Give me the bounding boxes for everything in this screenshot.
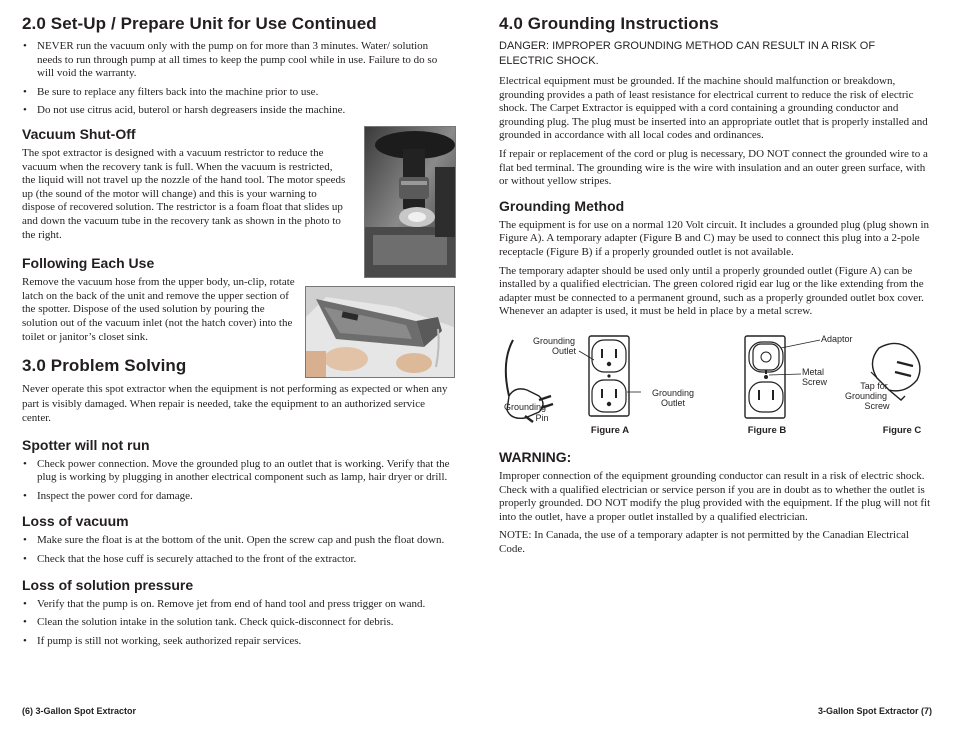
left-footer: (6) 3-Gallon Spot Extractor	[22, 706, 137, 716]
label-tap-1: Tap for	[860, 380, 888, 391]
right-footer: 3-Gallon Spot Extractor (7)	[817, 706, 932, 716]
spotter-not-run-heading: Spotter will not run	[22, 436, 150, 453]
label-metal-screw-2: Screw	[802, 376, 828, 387]
loss-of-vacuum-bullet: • Make sure the float is at the bottom of the unit. Open the screw cap and push the float down.	[22, 534, 452, 548]
loss-of-vacuum-heading: Loss of vacuum	[22, 513, 129, 530]
grounding-method-paragraph-2: The temporary adapter should be used only until a properly grounded outlet (Figure A) can be installed by a qualified electrician. The green colored rigid ear lug or the like extending from the adapter must be connected to a permanent ground, such as a properly grounded outlet box cover. Whenever an adapter is used, it must be held in place by a metal screw.	[499, 264, 924, 318]
grounding-figures	[499, 332, 935, 438]
right-page	[499, 14, 935, 556]
setup-bullet: • NEVER run the vacuum only with the pump on for more than 3 minutes. Water/ solution needs to run through pump at all times to keep the pump cool while in use. Failure to do so will void the warranty.	[22, 40, 452, 81]
label-grounding-outlet-b-2: Outlet	[660, 397, 686, 408]
label-grounding-pin-2: Pin	[535, 412, 549, 423]
loss-of-solution-bullet: • If pump is still not working, seek authorized repair services.	[22, 635, 452, 649]
grounding-paragraph-1: Electrical equipment must be grounded. If the machine should malfunction or breakdown, grounding provides a path of least resistance for electrical current to reduce the risk of electric shock. The Carpet Extractor is equipped with a cord containing a grounding conductor and grounding plug. The plug must be inserted into an appropriate outlet that is properly installed and grounded in accordance with all local codes and ordinances.	[499, 75, 928, 142]
figure-a-caption: Figure A	[590, 424, 630, 436]
figure-b-outlet	[745, 336, 785, 418]
figure-b-caption: Figure B	[747, 424, 787, 436]
label-metal-screw-1: Metal	[802, 366, 825, 377]
label-tap-3: Screw	[864, 400, 890, 411]
following-each-use-text: Remove the vacuum hose from the upper body, un-clip, rotate latch on the back of the unit and remove the upper section of the spotter. Dispose of the used solution by pouring the solution out of the vacuum inlet (not the hatch cover) into the toilet or janitor’s closet sink.	[22, 276, 295, 343]
figure-c-caption: Figure C	[882, 424, 922, 436]
section-2-title: 2.0 Set-Up / Prepare Unit for Use Continued	[22, 14, 377, 33]
loss-of-solution-heading: Loss of solution pressure	[22, 576, 194, 593]
spotter-bullet: • Inspect the power cord for damage.	[22, 490, 452, 504]
loss-of-solution-list	[22, 598, 452, 649]
section-4-title: 4.0 Grounding Instructions	[499, 14, 719, 33]
warning-heading: WARNING:	[499, 448, 572, 465]
pouring-solution-photo	[305, 286, 455, 378]
loss-of-vacuum-list	[22, 534, 452, 566]
loss-of-vacuum-bullet: • Check that the hose cuff is securely attached to the front of the extractor.	[22, 553, 452, 567]
label-grounding-outlet-a-1: Grounding	[532, 335, 576, 346]
vacuum-shutoff-text: The spot extractor is designed with a vacuum restrictor to reduce the vacuum when the recovery tank is full. When the vacuum is restricted, the liquid will not travel up the nozzle of the hand tool. The motor speeds up (the sound of the motor will change) and this is your warning to dispose of recovered solution. The restrictor is a foam float that slides up and down the vacuum tube in the recovery tank as shown in the photo to the right.	[22, 146, 346, 241]
canada-note: NOTE: In Canada, the use of a temporary adapter is not permitted by the Canadian Electrical Code.	[499, 529, 909, 555]
label-grounding-pin-1: Grounding	[503, 401, 547, 412]
following-each-use-heading: Following Each Use	[22, 255, 155, 272]
grounding-method-paragraph-1: The equipment is for use on a normal 120 Volt circuit. It includes a grounded plug (plug shown in Figure A). A temporary adapter (Figure B and C) may be used to connect this plug into a 2-pole receptacle (Figure B) if a properly grounded outlet is not available.	[499, 218, 930, 258]
problem-solving-text: Never operate this spot extractor when the equipment is not performing as expected or when any part is visibly damaged. When repair is needed, take the equipment to an authorized service center.	[22, 383, 448, 425]
setup-bullet-list	[22, 40, 452, 118]
vacuum-restrictor-photo	[364, 126, 456, 278]
setup-bullet: • Be sure to replace any filters back into the machine prior to use.	[22, 86, 452, 100]
grounding-method-heading: Grounding Method	[499, 197, 625, 214]
spotter-bullet: • Check power connection. Move the grounded plug to an outlet that is working. Verify that the plug is working by plugging in another electrical component such as lamp, hair dryer or drill.	[22, 458, 452, 485]
section-3-title: 3.0 Problem Solving	[22, 356, 187, 376]
warning-paragraph: Improper connection of the equipment grounding conductor can result in a risk of electric shock. Check with a qualified electrician or service person if you are in doubt as to whether the outlet is properly grounded. DO NOT modify the plug provided with the equipment. If the plug will not fit into the outlet, have a proper outlet installed by a qualified electrician.	[499, 469, 931, 523]
label-grounding-outlet-b-1: Grounding	[651, 387, 695, 398]
vacuum-shutoff-heading: Vacuum Shut-Off	[22, 125, 136, 142]
grounding-paragraph-2: If repair or replacement of the cord or plug is necessary, DO NOT connect the grounded wire to a flat bed terminal. The grounding wire is the wire with insulation and an outer green surface, with or without yellow stripes.	[499, 147, 928, 188]
figure-a-outlet	[589, 336, 629, 416]
label-grounding-outlet-a-2: Outlet	[551, 345, 577, 356]
danger-text: DANGER: IMPROPER GROUNDING METHOD CAN RESULT IN A RISK OF ELECTRIC SHOCK.	[499, 40, 876, 67]
spotter-bullet-list	[22, 458, 452, 504]
loss-of-solution-bullet: • Verify that the pump is on. Remove jet from end of hand tool and press trigger on wand.	[22, 598, 452, 612]
label-tap-2: Grounding	[844, 390, 888, 401]
setup-bullet: • Do not use citrus acid, buterol or harsh degreasers inside the machine.	[22, 104, 452, 118]
loss-of-solution-bullet: • Clean the solution intake in the solution tank. Check quick-disconnect for debris.	[22, 616, 452, 630]
label-adaptor: Adaptor	[821, 333, 853, 344]
